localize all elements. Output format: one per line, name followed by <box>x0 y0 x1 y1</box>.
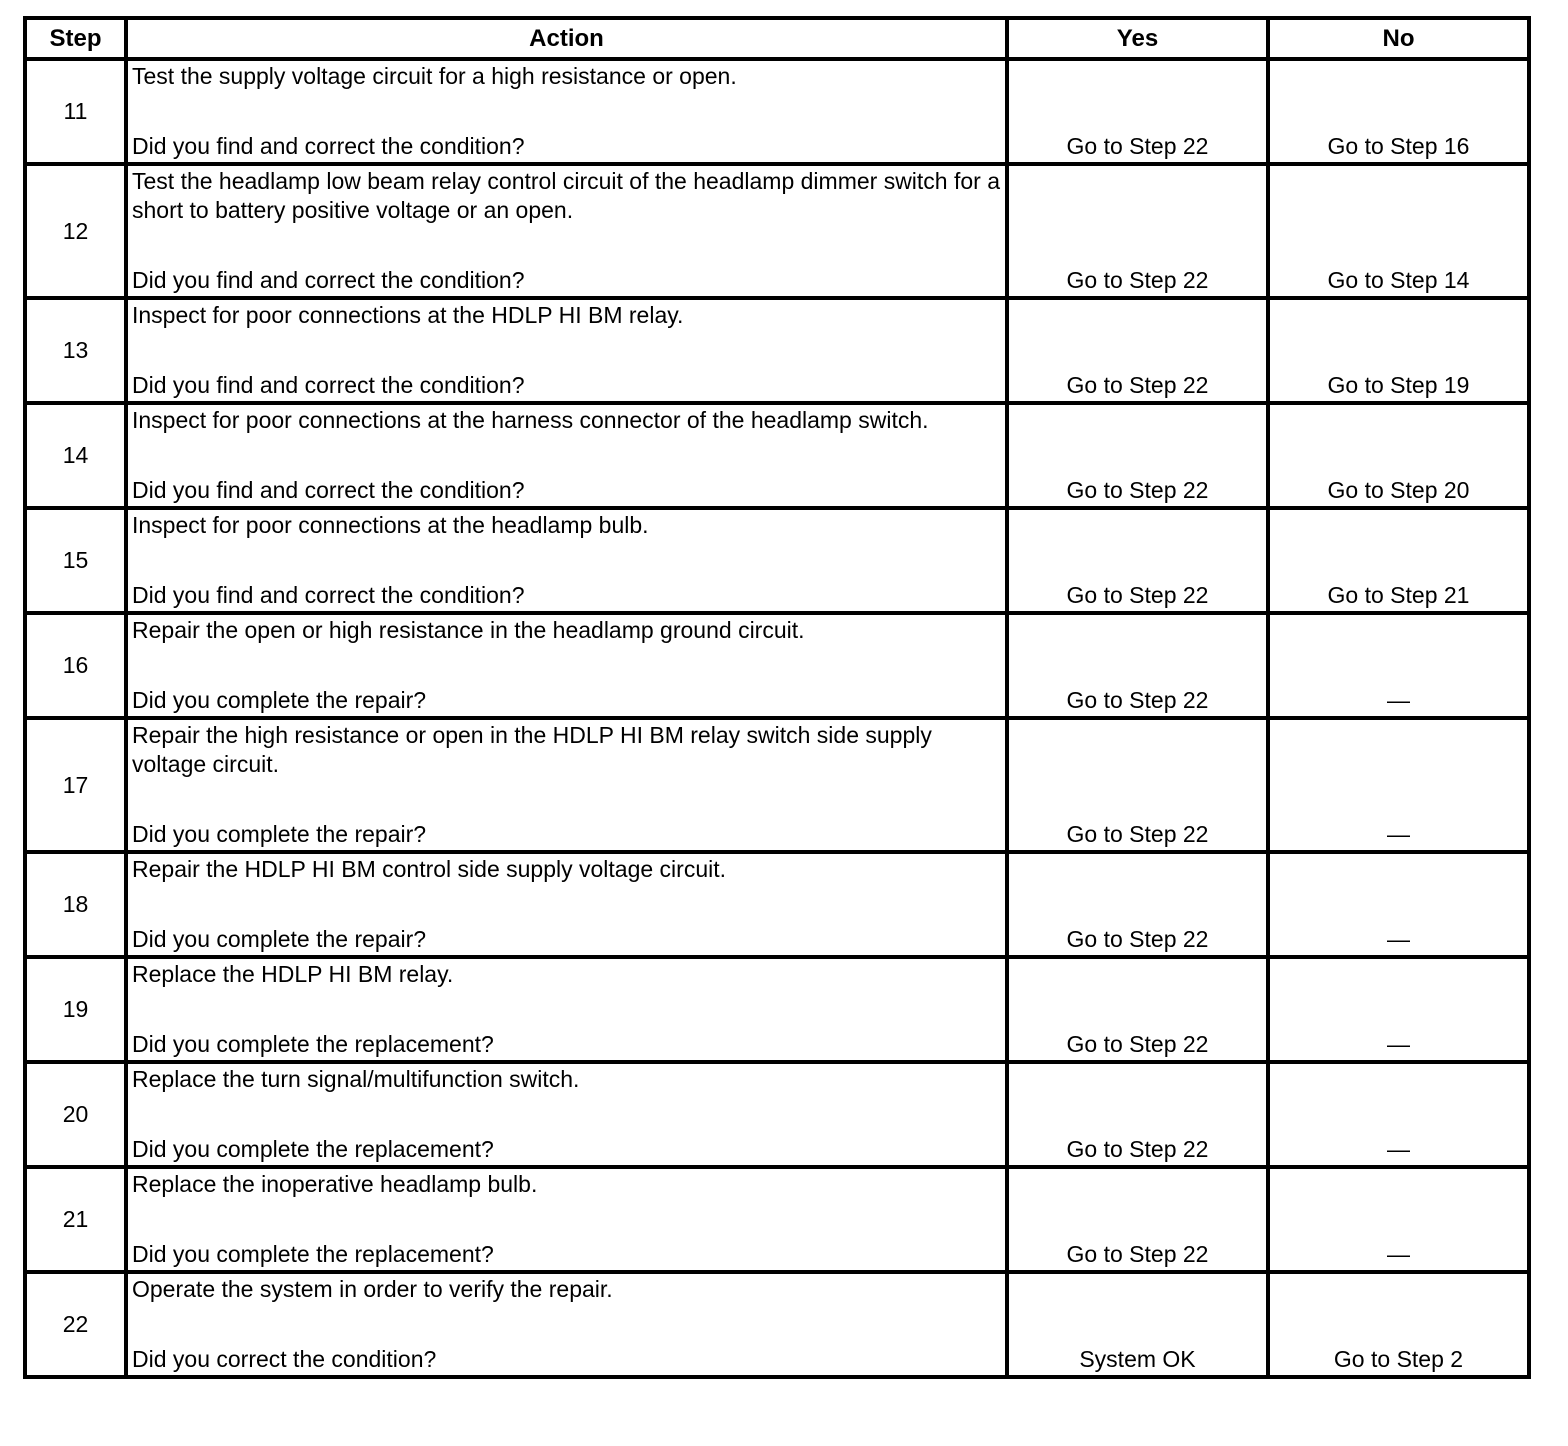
no-result: — <box>1387 687 1410 713</box>
action-cell <box>126 59 1007 164</box>
table-row <box>25 1062 1529 1167</box>
action-question: Did you find and correct the condition? <box>132 582 525 608</box>
no-cell <box>1268 718 1529 852</box>
action-question: Did you find and correct the condition? <box>132 477 525 503</box>
action-question: Did you complete the repair? <box>132 926 427 952</box>
table-row <box>25 718 1529 852</box>
no-result: Go to Step 14 <box>1327 267 1470 293</box>
yes-result: Go to Step 22 <box>1066 687 1209 713</box>
action-text: Inspect for poor connections at the harness connector of the headlamp switch. <box>132 407 929 433</box>
no-cell <box>1268 403 1529 508</box>
yes-result: Go to Step 22 <box>1066 372 1209 398</box>
yes-result: Go to Step 22 <box>1066 821 1209 847</box>
no-cell <box>1268 1062 1529 1167</box>
yes-result: Go to Step 22 <box>1066 267 1209 293</box>
step-number: 11 <box>25 59 126 164</box>
yes-cell <box>1007 59 1268 164</box>
no-result: Go to Step 21 <box>1327 582 1470 608</box>
yes-cell <box>1007 1167 1268 1272</box>
no-cell <box>1268 613 1529 718</box>
no-result: Go to Step 16 <box>1327 133 1470 159</box>
step-number: 17 <box>25 718 126 852</box>
header-yes: Yes <box>1007 18 1268 59</box>
yes-result: Go to Step 22 <box>1066 926 1209 952</box>
yes-cell <box>1007 718 1268 852</box>
step-number: 13 <box>25 298 126 403</box>
action-text: Repair the open or high resistance in the headlamp ground circuit. <box>132 617 805 643</box>
step-number: 15 <box>25 508 126 613</box>
action-text: Replace the inoperative headlamp bulb. <box>132 1171 538 1197</box>
action-text: Replace the turn signal/multifunction switch. <box>132 1066 580 1092</box>
yes-cell <box>1007 508 1268 613</box>
no-result: — <box>1387 1031 1410 1057</box>
action-text: Inspect for poor connections at the headlamp bulb. <box>132 512 649 538</box>
yes-cell <box>1007 298 1268 403</box>
action-question: Did you complete the repair? <box>132 821 427 847</box>
step-number: 16 <box>25 613 126 718</box>
action-text: Inspect for poor connections at the HDLP HI BM relay. <box>132 302 684 328</box>
no-result: — <box>1387 926 1410 952</box>
table-row <box>25 852 1529 957</box>
action-question: Did you complete the replacement? <box>132 1241 494 1267</box>
action-cell <box>126 1272 1007 1377</box>
yes-cell <box>1007 403 1268 508</box>
header-no: No <box>1268 18 1529 59</box>
action-cell <box>126 1167 1007 1272</box>
action-text: Test the supply voltage circuit for a high resistance or open. <box>132 63 737 89</box>
action-question: Did you find and correct the condition? <box>132 267 525 293</box>
no-result: Go to Step 20 <box>1327 477 1470 503</box>
action-text: Test the headlamp low beam relay control circuit of the headlamp dimmer switch for a short to battery positive voltage or an open. <box>132 168 1001 223</box>
action-cell <box>126 957 1007 1062</box>
step-number: 22 <box>25 1272 126 1377</box>
yes-result: Go to Step 22 <box>1066 133 1209 159</box>
no-result: Go to Step 19 <box>1327 372 1470 398</box>
header-row <box>25 18 1529 59</box>
yes-result: Go to Step 22 <box>1066 1241 1209 1267</box>
action-cell <box>126 403 1007 508</box>
step-number: 18 <box>25 852 126 957</box>
action-question: Did you complete the replacement? <box>132 1136 494 1162</box>
action-cell <box>126 298 1007 403</box>
yes-result: Go to Step 22 <box>1066 582 1209 608</box>
no-cell <box>1268 852 1529 957</box>
yes-cell <box>1007 164 1268 298</box>
no-result: — <box>1387 821 1410 847</box>
action-cell <box>126 613 1007 718</box>
table-row <box>25 59 1529 164</box>
yes-cell <box>1007 1062 1268 1167</box>
no-cell <box>1268 1167 1529 1272</box>
action-cell <box>126 164 1007 298</box>
yes-cell <box>1007 1272 1268 1377</box>
table-row <box>25 508 1529 613</box>
action-question: Did you correct the condition? <box>132 1346 437 1372</box>
step-number: 21 <box>25 1167 126 1272</box>
no-cell <box>1268 508 1529 613</box>
step-number: 19 <box>25 957 126 1062</box>
yes-cell <box>1007 613 1268 718</box>
no-cell <box>1268 957 1529 1062</box>
action-cell <box>126 852 1007 957</box>
header-step: Step <box>25 18 126 59</box>
action-text: Repair the HDLP HI BM control side supply voltage circuit. <box>132 856 727 882</box>
table-header <box>25 18 1529 59</box>
step-number: 14 <box>25 403 126 508</box>
action-text: Replace the HDLP HI BM relay. <box>132 961 454 987</box>
yes-cell <box>1007 957 1268 1062</box>
table-row <box>25 403 1529 508</box>
table-row <box>25 1272 1529 1377</box>
action-question: Did you complete the replacement? <box>132 1031 494 1057</box>
step-number: 12 <box>25 164 126 298</box>
no-cell <box>1268 298 1529 403</box>
action-question: Did you find and correct the condition? <box>132 372 525 398</box>
yes-cell <box>1007 852 1268 957</box>
header-action: Action <box>126 18 1007 59</box>
no-cell <box>1268 59 1529 164</box>
no-result: Go to Step 2 <box>1333 1346 1464 1372</box>
yes-result: Go to Step 22 <box>1066 1136 1209 1162</box>
table-row <box>25 613 1529 718</box>
table-row <box>25 957 1529 1062</box>
action-text: Operate the system in order to verify the repair. <box>132 1276 613 1302</box>
action-cell <box>126 718 1007 852</box>
yes-result: Go to Step 22 <box>1066 1031 1209 1057</box>
no-cell <box>1268 164 1529 298</box>
no-result: — <box>1387 1136 1410 1162</box>
yes-result: Go to Step 22 <box>1066 477 1209 503</box>
no-result: — <box>1387 1241 1410 1267</box>
action-cell <box>126 508 1007 613</box>
yes-result: System OK <box>1079 1346 1196 1372</box>
action-question: Did you find and correct the condition? <box>132 133 525 159</box>
table-row <box>25 164 1529 298</box>
diagnostic-table <box>23 16 1531 1379</box>
table-row <box>25 1167 1529 1272</box>
action-question: Did you complete the repair? <box>132 687 427 713</box>
table-body <box>25 59 1529 1377</box>
action-text: Repair the high resistance or open in the HDLP HI BM relay switch side supply voltage circuit. <box>132 722 932 777</box>
no-cell <box>1268 1272 1529 1377</box>
step-number: 20 <box>25 1062 126 1167</box>
action-cell <box>126 1062 1007 1167</box>
table-row <box>25 298 1529 403</box>
